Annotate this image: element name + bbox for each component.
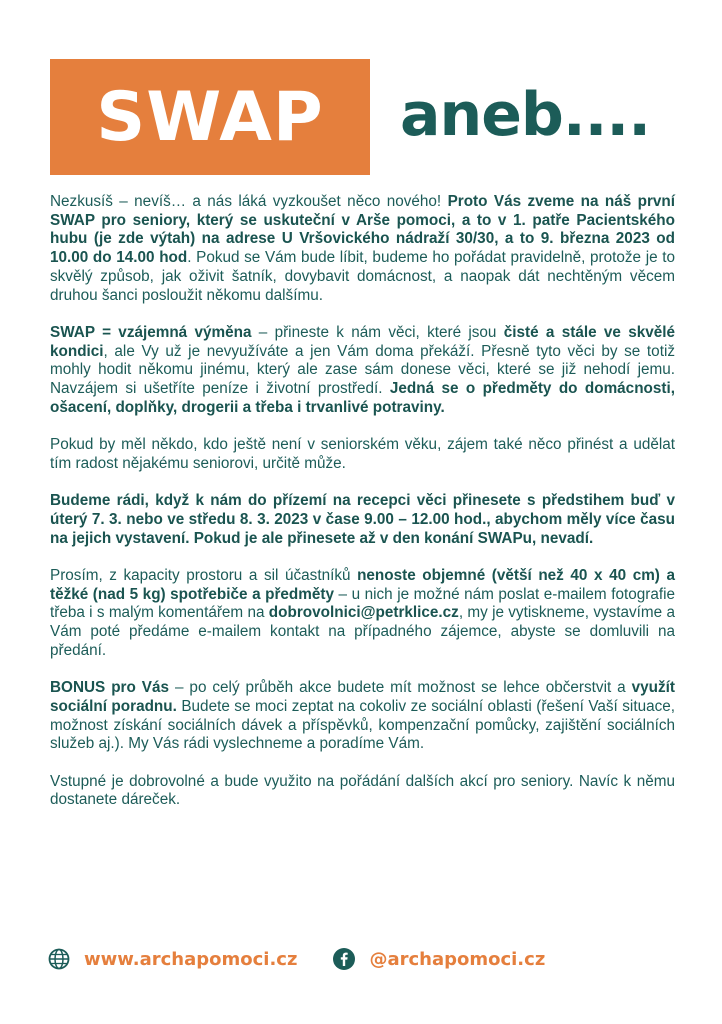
paragraph-drop-off [50,492,675,548]
text-run: Budete se moci zeptat na cokoliv ze sociální oblasti (řešení Vaší situace, možnost získání sociálních dávek a příspěvků, kompenzační pomůcky, zajištění sociálních služeb aj.). My Vás rádi vyslechneme a poradíme Vám. [50,697,676,753]
bold-run: BONUS pro Vás [50,679,170,697]
bold-run: Jedná se o předměty do domácnosti, ošacení, doplňky, drogerii a třeba i trvanlivé potraviny. [50,380,675,416]
text-run: Prosím, z kapacity prostoru a sil účastníků [50,567,358,584]
paragraph-intro [50,193,675,305]
bold-run: Budeme rádi, když k nám do přízemí na recepci věci přinesete s předstihem buď v úterý 7. 3. nebo ve středu 8. 3. 2023 v čase 9.00 – 12.00 hod., abychom měly více času na jejich vystavení. Pokud je ale přinesete až v den konání SWAPu, nevadí. [50,492,675,547]
bold-run: dobrovolnici@petrklice.cz [268,604,459,622]
text-run: – u nich je možné nám poslat e-mailem fotografie třeba i s malým komentářem na [50,585,675,622]
aneb-title: aneb.... [400,80,651,150]
paragraph-bonus [50,679,675,754]
bold-run: čisté a stále ve skvělé kondici [50,323,675,360]
text-run: – přineste k nám věci, které jsou [251,323,504,341]
text-run: Nezkusíš – nevíš… a nás láká vyzkoušet něco nového! [50,193,448,210]
facebook-link[interactable] [333,948,545,970]
bold-run: SWAP = vzájemná výměna [50,323,252,341]
text-run: . Pokud se Vám bude líbit, budeme ho pořádat pravidelně, protože je to skvělý způsob, jak oživit šatník, dovybavit domácnost, a naopak dát nechtěným věcem druhou šanci posloužit někomu dalšímu. [50,249,676,304]
facebook-text: @archapomoci.cz [369,948,546,970]
bold-run: využít sociální poradnu. [50,679,675,715]
bold-run: Proto Vás zveme na náš první SWAP pro seniory, který se uskuteční v Arše pomoci, a to v 1. patře Pacientského hubu (je zde výtah) na adrese U Vršovického nádraží 30/30, a to 9. března 2023 od 10.00 do 14.00 hod [50,193,676,267]
swap-title-box [50,59,370,175]
website-link[interactable] [48,948,297,970]
bold-run: nenoste objemné (větší než 40 x 40 cm) a těžké (nad 5 kg) spotřebiče a předměty [50,567,675,603]
text-run: , my je vytiskneme, vystavíme a Vám poté předáme e-mailem kontakt na případného zájemce, abyste se domluvili na předání. [50,604,675,659]
text-run: Vstupné je dobrovolné a bude využito na pořádání dalších akcí pro seniory. Navíc k němu dostanete dáreček. [50,772,675,809]
paragraph-non-senior [50,436,675,473]
footer [48,945,688,973]
globe-icon [48,948,70,970]
text-run: – po celý průběh akce budete mít možnost se lehce občerstvit a [169,679,632,697]
text-run: Pokud by měl někdo, kdo ještě není v seniorském věku, zájem také něco přinést a udělat tím radost nějakému seniorovi, určitě může. [50,436,675,472]
facebook-icon [333,948,355,970]
swap-title: SWAP [96,77,324,157]
body-text [50,193,675,829]
paragraph-entry [50,773,675,810]
paragraph-large-items [50,567,675,661]
website-text: www.archapomoci.cz [84,948,298,970]
paragraph-swap-definition [50,324,675,418]
text-run: , ale Vy už je nevyužíváte a jen Vám doma překáží. Přesně tyto věci by se totiž mohly hodit někomu jinému, který ale zase sám donese věci, které se již nehodí jemu. Navzájem si ušetříte peníze i životní prostředí. [50,342,675,398]
